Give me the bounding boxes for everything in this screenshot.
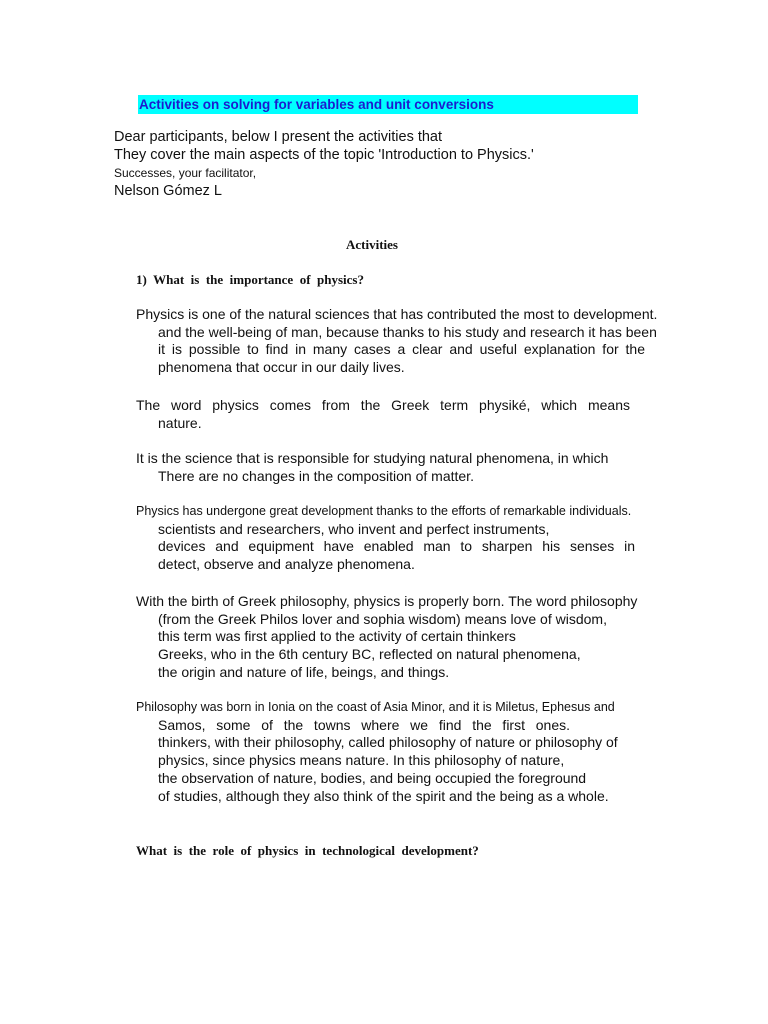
paragraph-4-line-4: detect, observe and analyze phenomena. [158,556,415,573]
paragraph-4 [136,503,635,574]
question-1: 1) What is the importance of physics? [136,272,364,287]
paragraph-5-line-2: (from the Greek Philos lover and sophia wisdom) means love of wisdom, [158,610,607,627]
paragraph-1-line-1: Physics is one of the natural sciences that has contributed the most to development. [136,306,658,322]
intro-line-3: Successes, your facilitator, [114,166,257,180]
paragraph-3-line-2: There are no changes in the composition of matter. [158,467,474,484]
document-title: Activities on solving for variables and unit conversions [139,97,494,112]
paragraph-3-line-1: It is the science that is responsible for studying natural phenomena, in which [136,450,609,466]
paragraph-5 [136,593,637,682]
paragraph-2 [136,397,630,432]
question-2: What is the role of physics in technological development? [136,843,479,858]
paragraph-5-line-4: Greeks, who in the 6th century BC, reflected on natural phenomena, [158,646,581,663]
intro-line-1: Dear participants, below I present the activities that [114,129,443,145]
paragraph-4-line-2: scientists and researchers, who invent and perfect instruments, [158,520,550,537]
paragraph-6-line-4: physics, since physics means nature. In this philosophy of nature, [158,752,565,769]
paragraph-1-line-4: phenomena that occur in our daily lives. [158,359,405,376]
paragraph-6 [136,699,618,805]
paragraph-4-line-3: devices and equipment have enabled man to sharpen his senses in [158,538,635,555]
paragraph-3 [136,450,608,485]
paragraph-6-line-5: the observation of nature, bodies, and being occupied the foreground [158,769,587,786]
paragraph-4-line-1: Physics has undergone great development thanks to the efforts of remarkable individuals. [136,504,632,518]
paragraph-6-line-1: Philosophy was born in Ionia on the coast of Asia Minor, and it is Miletus, Ephesus and [136,700,615,714]
paragraph-5-line-3: this term was first applied to the activity of certain thinkers [158,628,516,645]
paragraph-6-line-6: of studies, although they also think of the spirit and the being as a whole. [158,787,609,804]
intro-line-2: They cover the main aspects of the topic 'Introduction to Physics.' [114,147,534,163]
paragraph-1-line-3: it is possible to find in many cases a clear and useful explanation for the [158,341,645,358]
paragraph-6-line-2: Samos, some of the towns where we find the first ones. [158,716,570,733]
paragraph-5-line-5: the origin and nature of life, beings, and things. [158,663,450,680]
paragraph-2-line-2: nature. [158,414,202,431]
paragraph-6-line-3: thinkers, with their philosophy, called philosophy of nature or philosophy of [158,734,618,751]
signature: Nelson Gómez L [114,183,222,199]
paragraph-1 [136,306,657,377]
paragraph-1-line-2: and the well-being of man, because thanks to his study and research it has been [158,323,657,340]
paragraph-5-line-1: With the birth of Greek philosophy, physics is properly born. The word philosophy [136,593,638,609]
paragraph-2-line-1: The word physics comes from the Greek term physiké, which means [136,397,630,413]
activities-heading: Activities [346,237,398,252]
